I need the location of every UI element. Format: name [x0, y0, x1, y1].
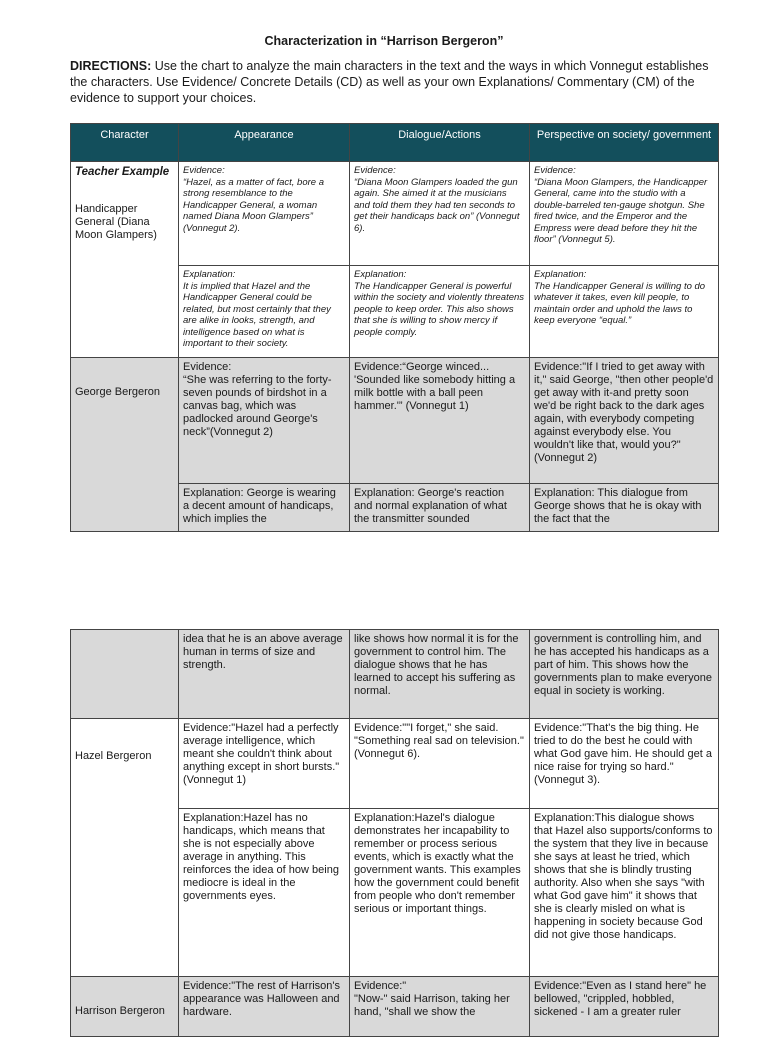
george-character-name: George Bergeron	[75, 386, 160, 398]
teacher-example-character-name: Handicapper General (Diana Moon Glampers)	[75, 203, 157, 241]
page-title: Characterization in “Harrison Bergeron”	[264, 34, 504, 48]
george-appearance-explanation-start: Explanation: George is wearing a decent amount of handicaps, which implies the	[179, 484, 350, 532]
teacher-dialogue-evidence	[350, 162, 530, 266]
george-appearance-explanation-end: idea that he is an above average human in terms of size and strength.	[179, 630, 350, 719]
explanation-text: It is implied that Hazel and the Handicapper General could be related, but most certainly that they are alike in looks, strength, and intelligence based on what is important to their society.	[183, 280, 331, 349]
george-dialogue-explanation-end: like shows how normal it is for the government to control him. The dialogue shows that he has learned to accept his suffering as normal.	[350, 630, 530, 719]
header-dialogue-actions: Dialogue/Actions	[350, 124, 530, 162]
directions-label: DIRECTIONS:	[70, 59, 152, 73]
teacher-example-character-cell	[71, 162, 179, 358]
directions-text: Use the chart to analyze the main characters in the text and the ways in which Vonnegut establishes the characters. Use Evidence/ Concrete Details (CD) as well as your own Explanations/ Commentary (CM) of the evidence to support your choices.	[70, 59, 709, 105]
george-character-cell	[71, 358, 179, 532]
header-character: Character	[71, 124, 179, 162]
teacher-appearance-explanation	[179, 266, 350, 358]
evidence-text: “Hazel, as a matter of fact, bore a strong resemblance to the Handicapper General, a woman named Diana Moon Glampers” (Vonnegut 2).	[183, 176, 324, 234]
header-appearance: Appearance	[179, 124, 350, 162]
teacher-dialogue-explanation	[350, 266, 530, 358]
hazel-character-cell	[71, 719, 179, 977]
george-appearance-evidence: Evidence: “She was referring to the forty-seven pounds of birdshot in a canvas bag, which was padlocked around George's neck”(Vonnegut 2)	[179, 358, 350, 484]
george-perspective-explanation-start: Explanation: This dialogue from George shows that he is okay with the fact that the	[530, 484, 719, 532]
harrison-character-name: Harrison Bergeron	[75, 1005, 165, 1017]
hazel-dialogue-explanation: Explanation:Hazel's dialogue demonstrates her incapability to remember or process serious events, which is exactly what the government wants. This examples how the government could benefit from people who don't remember serious or important things.	[350, 809, 530, 977]
hazel-appearance-explanation: Explanation:Hazel has no handicaps, which means that she is not especially above average in anything. This reinforces the idea of how being mediocre is ideal in the governments eyes.	[179, 809, 350, 977]
explanation-label: Explanation:	[354, 269, 407, 280]
teacher-appearance-evidence	[179, 162, 350, 266]
teacher-example-label: Teacher Example	[75, 166, 170, 178]
george-perspective-explanation-end: government is controlling him, and he has accepted his handicaps as a part of him. This shows how the governments plan to make everyone equal in society is working.	[530, 630, 719, 719]
explanation-label: Explanation:	[183, 269, 236, 280]
explanation-text: The Handicapper General is powerful within the society and violently threatens people to keep order. This also shows that she is willing to show mercy if people comply.	[354, 280, 525, 338]
george-dialogue-explanation-start: Explanation: George's reaction and normal explanation of what the transmitter sounded	[350, 484, 530, 532]
hazel-character-name: Hazel Bergeron	[75, 750, 152, 762]
teacher-perspective-explanation	[530, 266, 719, 358]
explanation-text: The Handicapper General is willing to do whatever it takes, even kill people, to maintain order and uphold the laws to keep everyone “equal.”	[534, 280, 706, 326]
evidence-text: “Diana Moon Glampers, the Handicapper General, came into the studio with a double-barreled ten-gauge shotgun. She fired twice, and the Emperor and the Empress were dead before they hit the floor” (Vonnegut 5).	[534, 176, 708, 245]
george-character-cell-continued	[71, 630, 179, 719]
george-perspective-evidence: Evidence:"If I tried to get away with it," said George, "then other people'd get away with it-and pretty soon we'd be right back to the dark ages again, with everybody competing against everybody else. You wouldn't like that, would you?"(Vonnegut 2)	[530, 358, 719, 484]
teacher-perspective-evidence	[530, 162, 719, 266]
harrison-character-cell	[71, 977, 179, 1037]
evidence-label: Evidence:	[534, 165, 576, 176]
harrison-appearance-evidence: Evidence:"The rest of Harrison's appearance was Halloween and hardware.	[179, 977, 350, 1037]
characterization-table-part-2	[70, 629, 719, 1037]
harrison-dialogue-evidence: Evidence:" "Now-" said Harrison, taking her hand, "shall we show the	[350, 977, 530, 1037]
header-perspective: Perspective on society/ government	[530, 124, 719, 162]
george-dialogue-evidence: Evidence:“George winced... 'Sounded like somebody hitting a milk bottle with a ball peen hammer.'” (Vonnegut 1)	[350, 358, 530, 484]
hazel-perspective-evidence: Evidence:"That's the big thing. He tried to do the best he could with what God gave him. He should get a nice raise for trying so hard."(Vonnegut 3).	[530, 719, 719, 809]
hazel-dialogue-evidence: Evidence:""I forget," she said. "Something real sad on television." (Vonnegut 6).	[350, 719, 530, 809]
hazel-appearance-evidence: Evidence:"Hazel had a perfectly average intelligence, which meant she couldn't think about anything except in short bursts."(Vonnegut 1)	[179, 719, 350, 809]
explanation-label: Explanation:	[534, 269, 587, 280]
evidence-text: “Diana Moon Glampers loaded the gun again. She aimed it at the musicians and told them they had ten seconds to get their handicaps back on” (Vonnegut 6).	[354, 176, 520, 234]
evidence-label: Evidence:	[354, 165, 396, 176]
characterization-table-part-1	[70, 123, 719, 532]
harrison-perspective-evidence: Evidence:"Even as I stand here" he bellowed, "crippled, hobbled, sickened - I am a greater ruler	[530, 977, 719, 1037]
evidence-label: Evidence:	[183, 165, 225, 176]
directions-paragraph	[70, 58, 720, 106]
hazel-perspective-explanation: Explanation:This dialogue shows that Hazel also supports/conforms to the system that they live in because she says at least he tried, which shows that she is blindly trusting authority. Also when she says "with what God gave him" it shows that she is clearly misled on what is happening in society because God did not give those handicaps.	[530, 809, 719, 977]
